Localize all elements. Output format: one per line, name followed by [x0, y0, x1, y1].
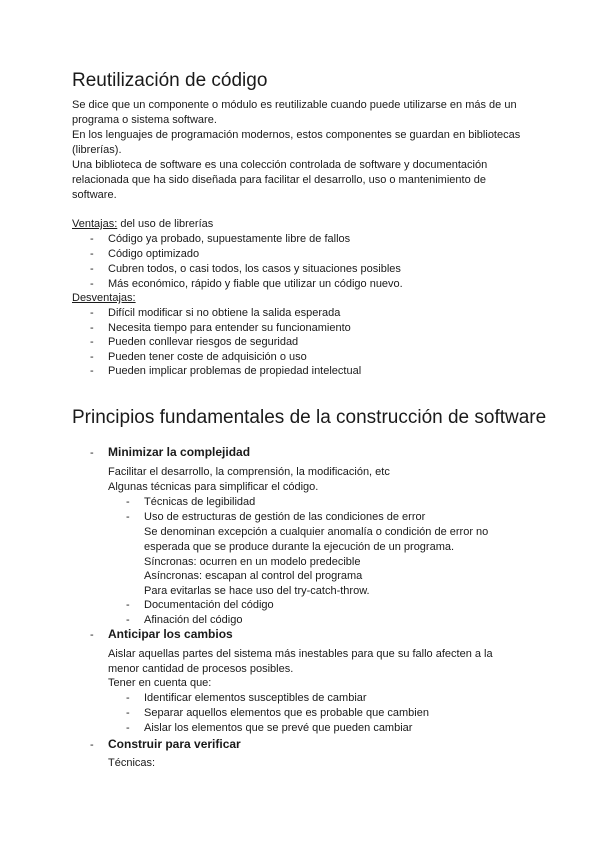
principle-line: Técnicas:	[108, 757, 156, 769]
principle-title: Construir para verificar	[108, 737, 241, 751]
sub-item: Técnicas de legibilidad	[144, 496, 256, 508]
paragraph-line: software.	[72, 189, 117, 201]
bullet-dash: -	[126, 599, 130, 611]
sub-item: Uso de estructuras de gestión de las condiciones de error	[144, 511, 426, 523]
bullet-dash: -	[90, 447, 94, 459]
ventaja-item: Más económico, rápido y fiable que utilizar un código nuevo.	[108, 278, 403, 290]
ventaja-item: Código ya probado, supuestamente libre de fallos	[108, 233, 351, 245]
bullet-dash: -	[126, 722, 130, 734]
bullet-dash: -	[90, 322, 94, 334]
desventaja-item: Pueden tener coste de adquisición o uso	[108, 351, 307, 363]
principle-line: menor cantidad de procesos posibles.	[108, 663, 294, 675]
bullet-dash: -	[126, 496, 130, 508]
section-title-principios: Principios fundamentales de la construcción de software	[72, 407, 547, 428]
principle-title: Anticipar los cambios	[108, 627, 233, 641]
principle-line: Tener en cuenta que:	[108, 677, 212, 689]
ventaja-item: Código optimizado	[108, 248, 200, 260]
bullet-dash: -	[90, 351, 94, 363]
principle-line: Aislar aquellas partes del sistema más inestables para que su fallo afecten a la	[108, 648, 493, 660]
principle-line: Facilitar el desarrollo, la comprensión, la modificación, etc	[108, 466, 390, 478]
bullet-dash: -	[126, 692, 130, 704]
bullet-dash: -	[90, 629, 94, 641]
bullet-dash: -	[90, 278, 94, 290]
detail-line: esperada que se produce durante la ejecución de un programa.	[144, 541, 455, 553]
principle-title: Minimizar la complejidad	[108, 445, 251, 459]
sub-item: Documentación del código	[144, 599, 274, 611]
desventaja-item: Pueden implicar problemas de propiedad intelectual	[108, 365, 362, 377]
bullet-dash: -	[126, 707, 130, 719]
section-title-reutilizacion: Reutilización de código	[72, 70, 268, 91]
bullet-dash: -	[90, 336, 94, 348]
ventajas-label: Ventajas:	[72, 218, 118, 230]
paragraph-line: programa o sistema software.	[72, 114, 217, 126]
desventaja-item: Difícil modificar si no obtiene la salida esperada	[108, 307, 341, 319]
sub-item: Aislar los elementos que se prevé que pueden cambiar	[144, 722, 413, 734]
paragraph-line: Se dice que un componente o módulo es reutilizable cuando puede utilizarse en más de un	[72, 99, 517, 111]
bullet-dash: -	[90, 248, 94, 260]
bullet-dash: -	[90, 263, 94, 275]
detail-line: Se denominan excepción a cualquier anomalía o condición de error no	[144, 526, 489, 538]
sub-item: Afinación del código	[144, 614, 243, 626]
bullet-dash: -	[90, 739, 94, 751]
detail-line: Para evitarlas se hace uso del try-catch-throw.	[144, 585, 370, 597]
sub-item: Identificar elementos susceptibles de cambiar	[144, 692, 367, 704]
bullet-dash: -	[90, 307, 94, 319]
desventaja-item: Necesita tiempo para entender su funcionamiento	[108, 322, 351, 334]
detail-line: Síncronas: ocurren en un modelo predecible	[144, 556, 361, 568]
bullet-dash: -	[126, 511, 130, 523]
bullet-dash: -	[90, 365, 94, 377]
desventaja-item: Pueden conllevar riesgos de seguridad	[108, 336, 299, 348]
ventaja-item: Cubren todos, o casi todos, los casos y situaciones posibles	[108, 263, 401, 275]
sub-item: Separar aquellos elementos que es probable que cambien	[144, 707, 429, 719]
ventajas-rest: del uso de librerías	[117, 218, 214, 230]
paragraph-line: (librerías).	[72, 144, 122, 156]
paragraph-line: Una biblioteca de software es una colección controlada de software y documentación	[72, 159, 488, 171]
paragraph-line: relacionada que ha sido diseñada para facilitar el desarrollo, uso o mantenimiento de	[72, 174, 486, 186]
ventajas-heading	[72, 217, 213, 232]
detail-line: Asíncronas: escapan al control del programa	[144, 570, 363, 582]
bullet-dash: -	[90, 233, 94, 245]
bullet-dash: -	[126, 614, 130, 626]
desventajas-heading: Desventajas:	[72, 292, 136, 304]
principle-line: Algunas técnicas para simplificar el código.	[108, 481, 319, 493]
paragraph-line: En los lenguajes de programación modernos, estos componentes se guardan en bibliotecas	[72, 129, 521, 141]
